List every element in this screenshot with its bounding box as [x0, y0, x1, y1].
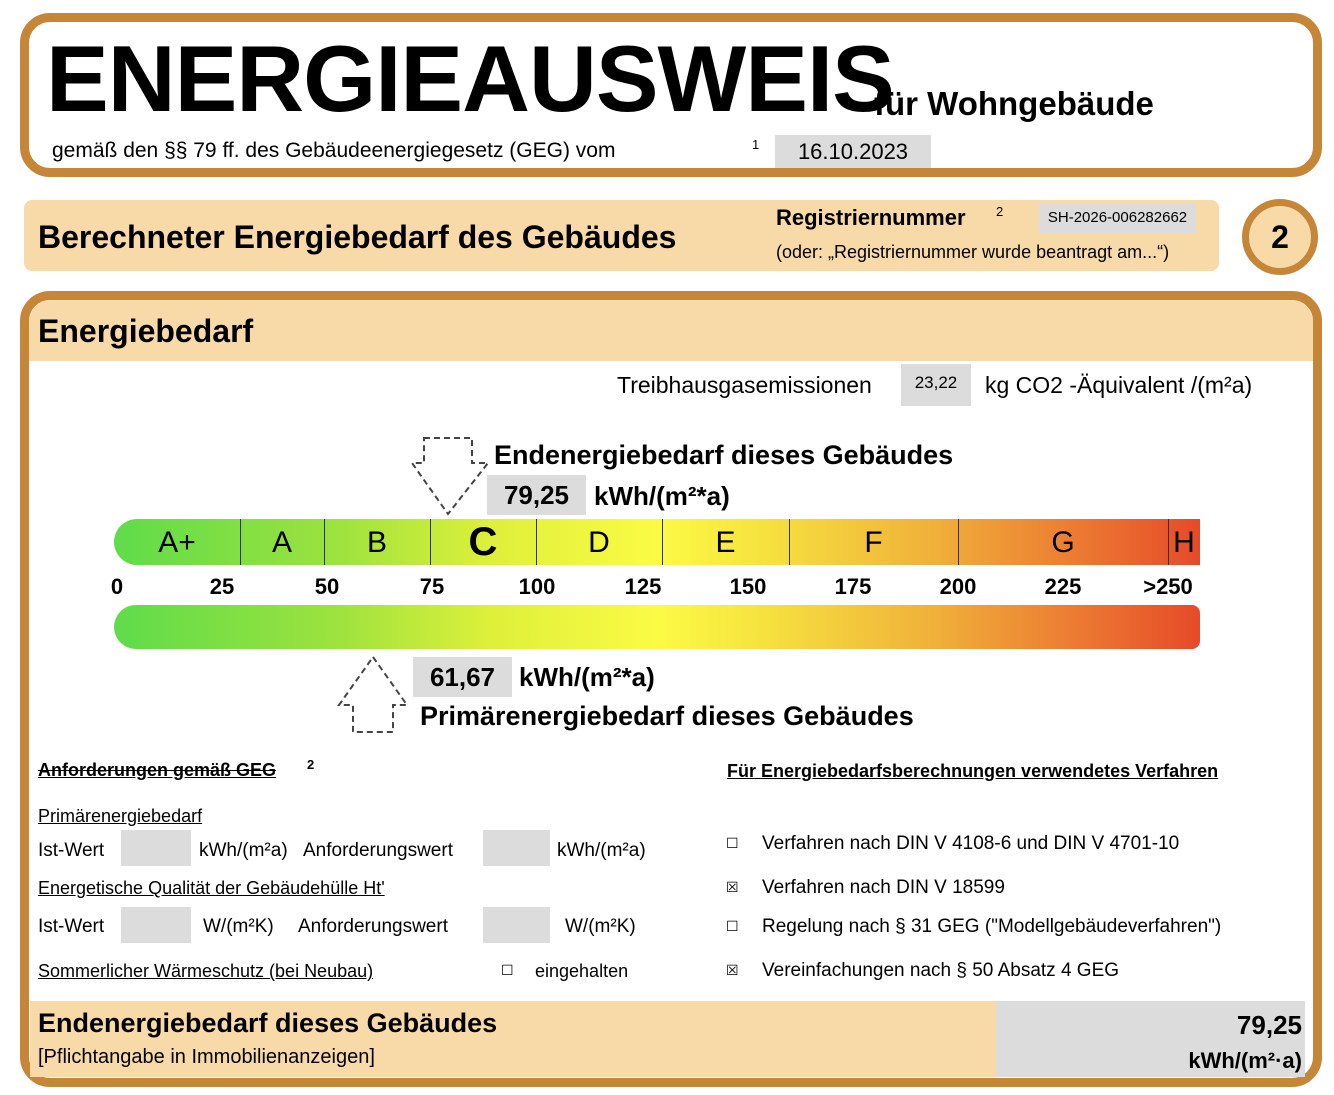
procedure-label: Verfahren nach DIN V 18599: [762, 877, 1005, 898]
scale-tick-label: 75: [419, 574, 445, 599]
ghg-unit: kg CO2 -Äquivalent /(m²a): [985, 372, 1253, 398]
primary-ist-label: Ist-Wert: [38, 840, 105, 861]
registration-number-field: SH-2026-006282662: [1039, 203, 1196, 233]
scale-tick-label: 25: [209, 574, 235, 599]
envelope-requirement-label: Anforderungswert: [298, 916, 448, 937]
primary-requirement-field: [483, 830, 550, 866]
primary-energy-arrow-icon: [337, 655, 409, 735]
primary-ist-field: [121, 830, 191, 866]
registration-label: Registriernummer: [776, 205, 966, 230]
efficiency-class-b: B: [366, 526, 387, 559]
efficiency-class-d: D: [588, 526, 610, 559]
scale-tick-label: 0: [110, 574, 124, 599]
scale-tick-label: 150: [729, 574, 767, 599]
requirements-footnote: 2: [307, 757, 315, 772]
scale-tick-label: 175: [834, 574, 872, 599]
efficiency-class-scale: [114, 519, 1200, 565]
efficiency-class-f: F: [864, 526, 883, 559]
efficiency-class-c: C: [468, 520, 498, 564]
scale-tick-label: 200: [939, 574, 977, 599]
envelope-ist-unit: W/(m²K): [203, 916, 274, 937]
summer-protection-heading: Sommerlicher Wärmeschutz (bei Neubau): [38, 961, 374, 981]
summer-protection-label: eingehalten: [535, 961, 629, 981]
primary-ist-unit: kWh/(m²a): [199, 840, 288, 861]
requirements-title: Anforderungen gemäß GEG: [38, 760, 277, 780]
energy-demand-title: Energiebedarf: [38, 313, 254, 349]
document-subtitle: für Wohngebäude: [874, 85, 1154, 122]
procedure-checkbox[interactable]: ☒: [726, 879, 739, 895]
envelope-requirement-field: [483, 907, 550, 943]
efficiency-class-g: G: [1051, 526, 1075, 559]
primary-energy-label: Primärenergiebedarf dieses Gebäudes: [420, 701, 914, 731]
envelope-ist-label: Ist-Wert: [38, 916, 105, 937]
primary-energy-unit: kWh/(m²*a): [519, 662, 655, 692]
primary-requirement-label: Anforderungswert: [303, 840, 453, 861]
energy-gradient-bar: [114, 605, 1200, 649]
procedures-title: Für Energiebedarfsberechnungen verwendetes Verfahren: [727, 761, 1219, 781]
end-energy-value-field: 79,25: [487, 475, 586, 515]
procedure-checkbox[interactable]: ☐: [726, 835, 739, 851]
document-title: ENERGIEAUSWEIS: [46, 26, 894, 131]
summer-protection-checkbox[interactable]: ☐: [501, 962, 514, 978]
efficiency-class-e: E: [715, 526, 736, 559]
primary-demand-heading: Primärenergiebedarf: [38, 806, 203, 826]
efficiency-class-h: H: [1173, 526, 1195, 559]
primary-requirement-unit: kWh/(m²a): [557, 840, 646, 861]
scale-tick-label: 225: [1044, 574, 1082, 599]
summary-title: Endenergiebedarf dieses Gebäudes: [38, 1008, 498, 1038]
ghg-label: Treibhausgasemissionen: [617, 372, 872, 398]
procedure-label: Verfahren nach DIN V 4108-6 und DIN V 4701-10: [762, 833, 1180, 854]
ghg-value-field: 23,22: [901, 364, 971, 406]
summary-value: 79,25: [1236, 1010, 1302, 1040]
page-number-badge: 2: [1242, 199, 1318, 275]
envelope-ist-field: [121, 907, 191, 943]
end-energy-label: Endenergiebedarf dieses Gebäudes: [494, 440, 954, 470]
end-energy-arrow-icon: [410, 435, 490, 517]
date-field: 16.10.2023: [775, 135, 931, 168]
procedure-checkbox[interactable]: ☒: [726, 962, 739, 978]
efficiency-class-a: A: [271, 526, 292, 559]
scale-tick-label: 50: [314, 574, 340, 599]
law-reference: gemäß den §§ 79 ff. des Gebäudeenergiegesetz (GEG) vom: [52, 139, 616, 162]
procedure-label: Vereinfachungen nach § 50 Absatz 4 GEG: [762, 960, 1120, 981]
primary-energy-value-field: 61,67: [413, 657, 512, 697]
envelope-heading: Energetische Qualität der Gebäudehülle Ht': [38, 878, 385, 898]
registration-footnote: 2: [996, 204, 1004, 219]
end-energy-unit: kWh/(m²*a): [594, 481, 730, 511]
efficiency-class-aplus: A+: [158, 526, 196, 559]
procedure-checkbox[interactable]: ☐: [726, 918, 739, 934]
procedure-label: Regelung nach § 31 GEG ("Modellgebäudeverfahren"): [762, 916, 1222, 937]
scale-tick-label: >250: [1143, 574, 1193, 599]
scale-tick-label: 100: [518, 574, 556, 599]
section-title: Berechneter Energiebedarf des Gebäudes: [38, 219, 677, 255]
law-footnote: 1: [752, 137, 760, 152]
envelope-requirement-unit: W/(m²K): [565, 916, 636, 937]
summary-unit: kWh/(m²·a): [1188, 1048, 1302, 1073]
scale-tick-label: 125: [624, 574, 662, 599]
registration-note: (oder: „Registriernummer wurde beantragt am...“): [776, 242, 1170, 262]
summary-subtitle: [Pflichtangabe in Immobilienanzeigen]: [38, 1046, 375, 1068]
